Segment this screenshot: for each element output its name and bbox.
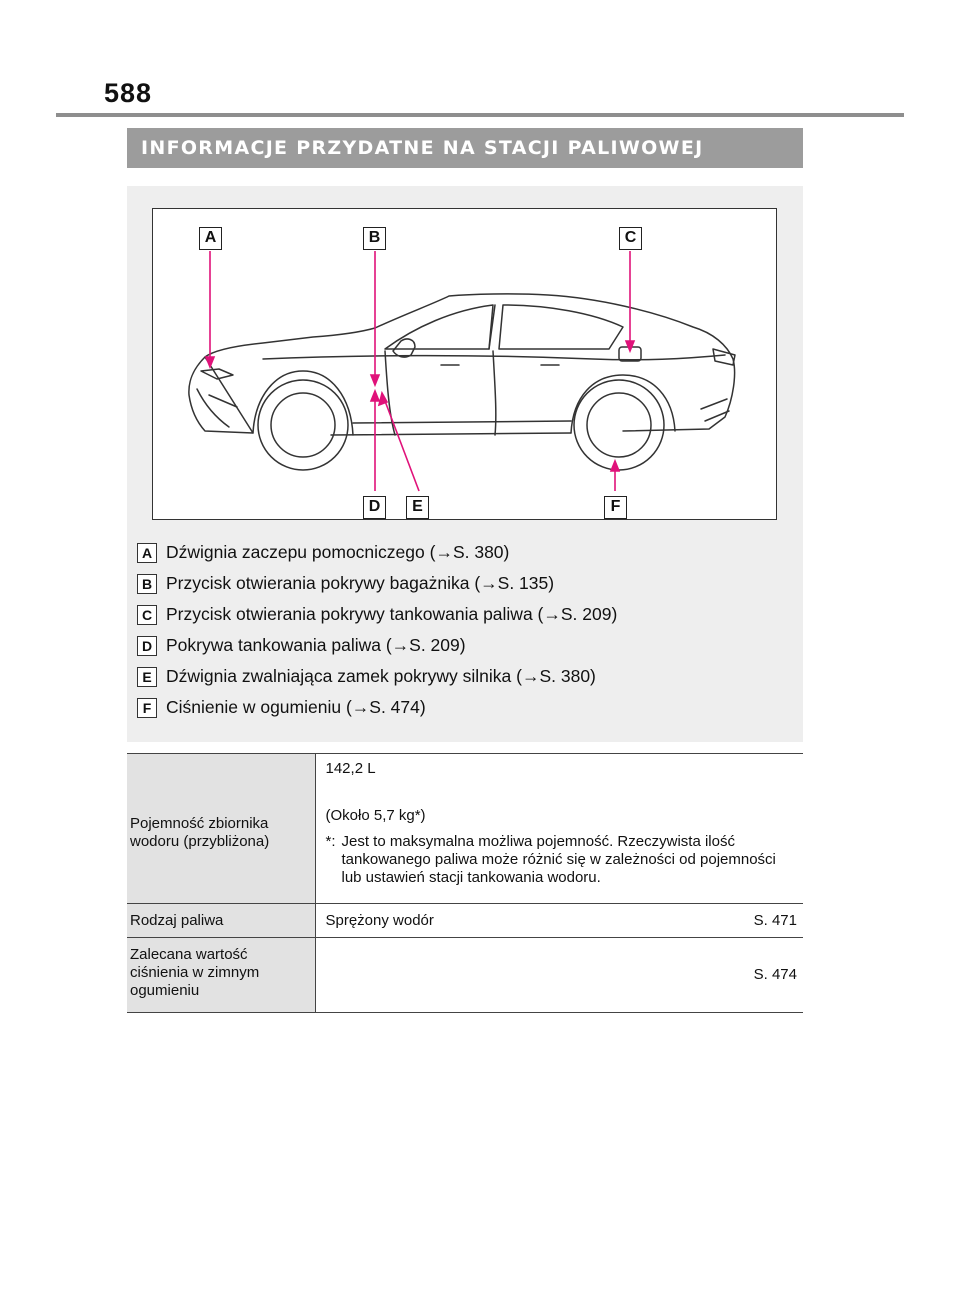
callout-b: B <box>363 227 386 250</box>
legend-key: F <box>137 698 157 718</box>
car-diagram <box>152 208 777 520</box>
table-row <box>127 904 803 938</box>
sill-line <box>353 421 571 423</box>
callout-e: E <box>406 496 429 519</box>
legend-item <box>137 633 787 664</box>
legend-key: D <box>137 636 157 656</box>
header-rule <box>56 113 904 117</box>
legend-key: A <box>137 543 157 563</box>
note-marker: *: <box>325 833 336 850</box>
rear-rim <box>587 393 651 457</box>
legend-item <box>137 695 787 726</box>
specs-table <box>127 753 803 1013</box>
fuel-type-value: Sprężony wodór <box>325 912 434 929</box>
front-intake <box>197 389 237 427</box>
capacity-label-cell <box>127 754 315 904</box>
fuel-type-ref: S. 471 <box>753 912 797 929</box>
legend-item <box>137 602 787 633</box>
legend-text: Przycisk otwierania pokrywy bagażnika (→S. 135) <box>166 573 555 593</box>
info-panel <box>127 186 803 742</box>
legend-text: Dźwignia zwalniająca zamek pokrywy silnika (→S. 380) <box>166 666 596 686</box>
callout-f: F <box>604 496 627 519</box>
tire-pressure-label-cell <box>127 938 315 1013</box>
legend-text: Przycisk otwierania pokrywy tankowania paliwa (→S. 209) <box>166 604 618 624</box>
page-number: 588 <box>104 78 153 108</box>
legend-list <box>137 540 787 726</box>
legend-item <box>137 540 787 571</box>
capacity-value-cell <box>315 754 803 904</box>
callout-d: D <box>363 496 386 519</box>
rear-window <box>499 305 623 349</box>
legend-item <box>137 571 787 602</box>
legend-key: C <box>137 605 157 625</box>
callout-a: A <box>199 227 222 250</box>
car-body-outline <box>189 294 735 435</box>
callout-c: C <box>619 227 642 250</box>
note-text: Jest to maksymalna możliwa pojemność. Rzeczywista ilość tankowanego paliwa może różnić się w zależności od pojemności lub ustawień stacji tankowania wodoru. <box>341 833 776 886</box>
headlight <box>201 369 233 379</box>
fuel-type-value-cell <box>315 904 803 938</box>
fuel-type-label-cell <box>127 904 315 938</box>
tire-pressure-value-cell <box>315 938 803 1013</box>
capacity-approx: (Około 5,7 kg*) <box>325 807 426 824</box>
legend-item <box>137 664 787 695</box>
front-window <box>385 305 493 349</box>
legend-key: E <box>137 667 157 687</box>
capacity-label: Pojemność zbiornika wodoru (przybliżona) <box>130 815 270 850</box>
section-title: INFORMACJE PRZYDATNE NA STACJI PALIWOWEJ <box>127 128 803 168</box>
legend-text: Ciśnienie w ogumieniu (→S. 474) <box>166 697 426 717</box>
front-rim <box>271 393 335 457</box>
legend-key: B <box>137 574 157 594</box>
table-row <box>127 938 803 1013</box>
tire-pressure-label: Zalecana wartość ciśnienia w zimnym ogumieniu <box>130 946 260 999</box>
car-illustration <box>153 209 778 521</box>
fuel-type-label: Rodzaj paliwa <box>130 912 224 929</box>
capacity-value: 142,2 L <box>325 760 376 777</box>
table-row <box>127 754 803 904</box>
tire-pressure-ref: S. 474 <box>753 966 797 983</box>
legend-text: Pokrywa tankowania paliwa (→S. 209) <box>166 635 466 655</box>
legend-text: Dźwignia zaczepu pomocniczego (→S. 380) <box>166 542 510 562</box>
